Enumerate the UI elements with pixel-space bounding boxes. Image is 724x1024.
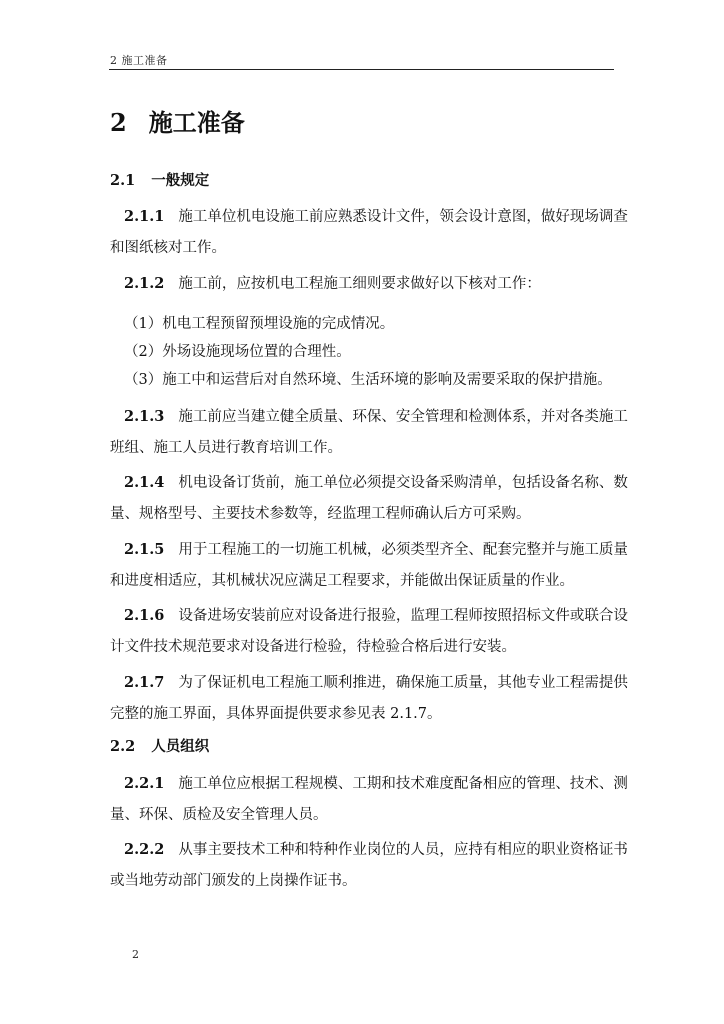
section-title-text: 人员组织 — [151, 738, 210, 755]
clause-line: 计文件技术规范要求对设备进行检验，待检验合格后进行安装。 — [110, 639, 516, 655]
clause-text: 为了保证机电工程施工顺利推进，确保施工质量，其他专业工程需提供 — [178, 675, 628, 691]
chapter-title — [110, 108, 245, 138]
clause-number: 2.2.2 — [124, 841, 165, 858]
clause-line — [110, 268, 615, 300]
clause-text: 施工单位机电设施工前应熟悉设计文件，领会设计意图，做好现场调查 — [178, 209, 628, 225]
clause-line: 完整的施工界面，具体界面提供要求参见表 2.1.7。 — [110, 706, 442, 722]
clause-text: 用于工程施工的一切施工机械，必须类型齐全、配套完整并与施工质量 — [178, 542, 628, 558]
clause-text: 机电设备订货前，施工单位必须提交设备采购清单，包括设备名称、数 — [178, 475, 628, 491]
clause-number: 2.1.6 — [124, 607, 165, 624]
section-title-text: 一般规定 — [151, 172, 210, 189]
clause-number: 2.1.4 — [124, 474, 165, 491]
clause-2-2-2 — [110, 834, 628, 897]
clause-line — [110, 534, 628, 566]
clause-2-2-1 — [110, 768, 628, 831]
clause-line: 量、环保、质检及安全管理人员。 — [110, 807, 328, 823]
clause-number: 2.1.7 — [124, 674, 165, 691]
clause-line — [110, 667, 628, 699]
clause-line — [110, 467, 628, 499]
section-number: 2.1 — [110, 172, 136, 189]
section-number: 2.2 — [110, 738, 136, 755]
section-heading — [110, 171, 209, 191]
clause-text: 施工前，应按机电工程施工细则要求做好以下核对工作： — [178, 276, 541, 292]
clause-line: 和图纸核对工作。 — [110, 240, 226, 256]
clause-number: 2.1.3 — [124, 408, 165, 425]
clause-2-1-2 — [110, 268, 615, 300]
clause-number: 2.2.1 — [124, 775, 165, 792]
clause-line — [110, 401, 628, 433]
clause-line — [110, 834, 628, 866]
clause-2-1-5 — [110, 534, 628, 597]
clause-2-1-4 — [110, 467, 628, 530]
list-item: （1）机电工程预留预埋设施的完成情况。 — [124, 316, 395, 332]
clause-text: 从事主要技术工种和特种作业岗位的人员，应持有相应的职业资格证书 — [178, 842, 628, 858]
clause-text: 施工单位应根据工程规模、工期和技术难度配备相应的管理、技术、测 — [178, 776, 628, 792]
clause-number: 2.1.5 — [124, 541, 165, 558]
chapter-number: 2 — [110, 108, 127, 137]
clause-line: 班组、施工人员进行教育培训工作。 — [110, 440, 342, 456]
clause-line: 和进度相适应，其机械状况应满足工程要求，并能做出保证质量的作业。 — [110, 573, 574, 589]
list-item: （2）外场设施现场位置的合理性。 — [124, 344, 351, 360]
clause-2-1-1 — [110, 201, 628, 264]
clause-2-1-6 — [110, 600, 628, 663]
section-heading — [110, 737, 209, 757]
clause-number: 2.1.2 — [124, 275, 165, 292]
clause-text: 设备进场安装前应对设备进行报验，监理工程师按照招标文件或联合设 — [178, 608, 628, 624]
clause-line — [110, 600, 628, 632]
running-header: 2 施工准备 — [110, 54, 168, 67]
page-number: 2 — [132, 948, 139, 961]
list-item: （3）施工中和运营后对自然环境、生活环境的影响及需要采取的保护措施。 — [124, 372, 612, 388]
clause-line — [110, 201, 628, 233]
clause-line — [110, 768, 628, 800]
clause-line: 或当地劳动部门颁发的上岗操作证书。 — [110, 873, 357, 889]
chapter-title-text: 施工准备 — [148, 108, 245, 137]
clause-number: 2.1.1 — [124, 208, 165, 225]
clause-text: 施工前应当建立健全质量、环保、安全管理和检测体系，并对各类施工 — [178, 409, 628, 425]
clause-2-1-7 — [110, 667, 628, 730]
clause-2-1-3 — [110, 401, 628, 464]
clause-line: 量、规格型号、主要技术参数等，经监理工程师确认后方可采购。 — [110, 506, 531, 522]
header-rule — [109, 69, 614, 70]
